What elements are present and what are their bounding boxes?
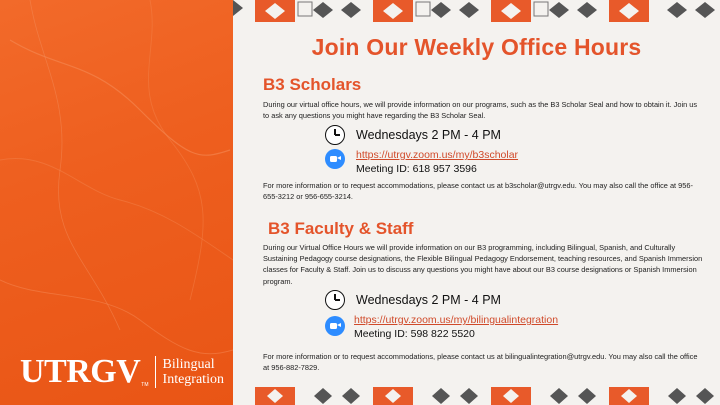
clock-icon — [325, 125, 345, 145]
scholars-time-row — [325, 125, 501, 145]
scholars-contact: For more information or to request accommodations, please contact us at b3scholar@utrgv.edu. You may also call the office at 956-655-3212 or 956-655-3214. — [263, 181, 693, 202]
logo-subtitle — [163, 357, 224, 387]
zoom-video-icon — [325, 149, 345, 169]
faculty-time-row — [325, 290, 501, 310]
faculty-zoom-link[interactable]: https://utrgv.zoom.us/my/bilingualintegration — [354, 314, 559, 326]
logo-subtitle-line1: Bilingual — [162, 357, 215, 372]
scholars-description: During our virtual office hours, we will provide information on our programs, such as the B3 Scholar Seal and how to obtain it. Join us to ask any questions you might have regarding the B3 Scholar Seal. — [263, 100, 698, 121]
logo-wordmark: UTRGV — [20, 353, 141, 390]
page-title: Join Our Weekly Office Hours — [311, 34, 642, 60]
faculty-meeting-id: Meeting ID: 598 822 5520 — [354, 328, 475, 340]
logo-subtitle-line2: Integration — [162, 372, 224, 387]
faculty-zoom-row — [325, 316, 345, 336]
scholars-zoom-link[interactable]: https://utrgv.zoom.us/my/b3scholar — [356, 149, 519, 161]
logo-trademark: TM — [141, 382, 149, 388]
faculty-description: During our Virtual Office Hours we will provide information on our B3 programming, including Bilingual, Spanish, and Culturally Sustaining Pedagogy course designations, the Flexible Bilingual Pedagogy Endorsement, teaching resources, and Spanish Immersion classes for Faculty & Staff. Join us to discuss any questions you might have about our B3 course designations or Spanish Immersion program. — [263, 243, 703, 286]
scholars-zoom-info — [356, 149, 518, 175]
faculty-zoom-info — [354, 314, 558, 340]
scholars-heading: B3 Scholars — [263, 75, 362, 94]
scholars-time: Wednesdays 2 PM - 4 PM — [356, 128, 501, 142]
logo-divider — [155, 356, 156, 388]
scholars-zoom-row — [325, 149, 345, 169]
top-pattern-band — [233, 0, 720, 28]
bottom-pattern-band — [233, 382, 720, 405]
marble-texture — [0, 0, 233, 405]
left-decorative-panel — [0, 0, 233, 405]
faculty-heading: B3 Faculty & Staff — [268, 219, 414, 238]
clock-icon — [325, 290, 345, 310]
zoom-video-icon — [325, 316, 345, 336]
faculty-contact: For more information or to request accommodations, please contact us at bilingualintegration@utrgv.edu. You may also call the office at 956-882-7829. — [263, 352, 698, 373]
utrgv-bilingual-integration-logo — [20, 352, 224, 392]
faculty-time: Wednesdays 2 PM - 4 PM — [356, 293, 501, 307]
scholars-meeting-id: Meeting ID: 618 957 3596 — [356, 163, 477, 175]
content-panel — [233, 0, 720, 405]
